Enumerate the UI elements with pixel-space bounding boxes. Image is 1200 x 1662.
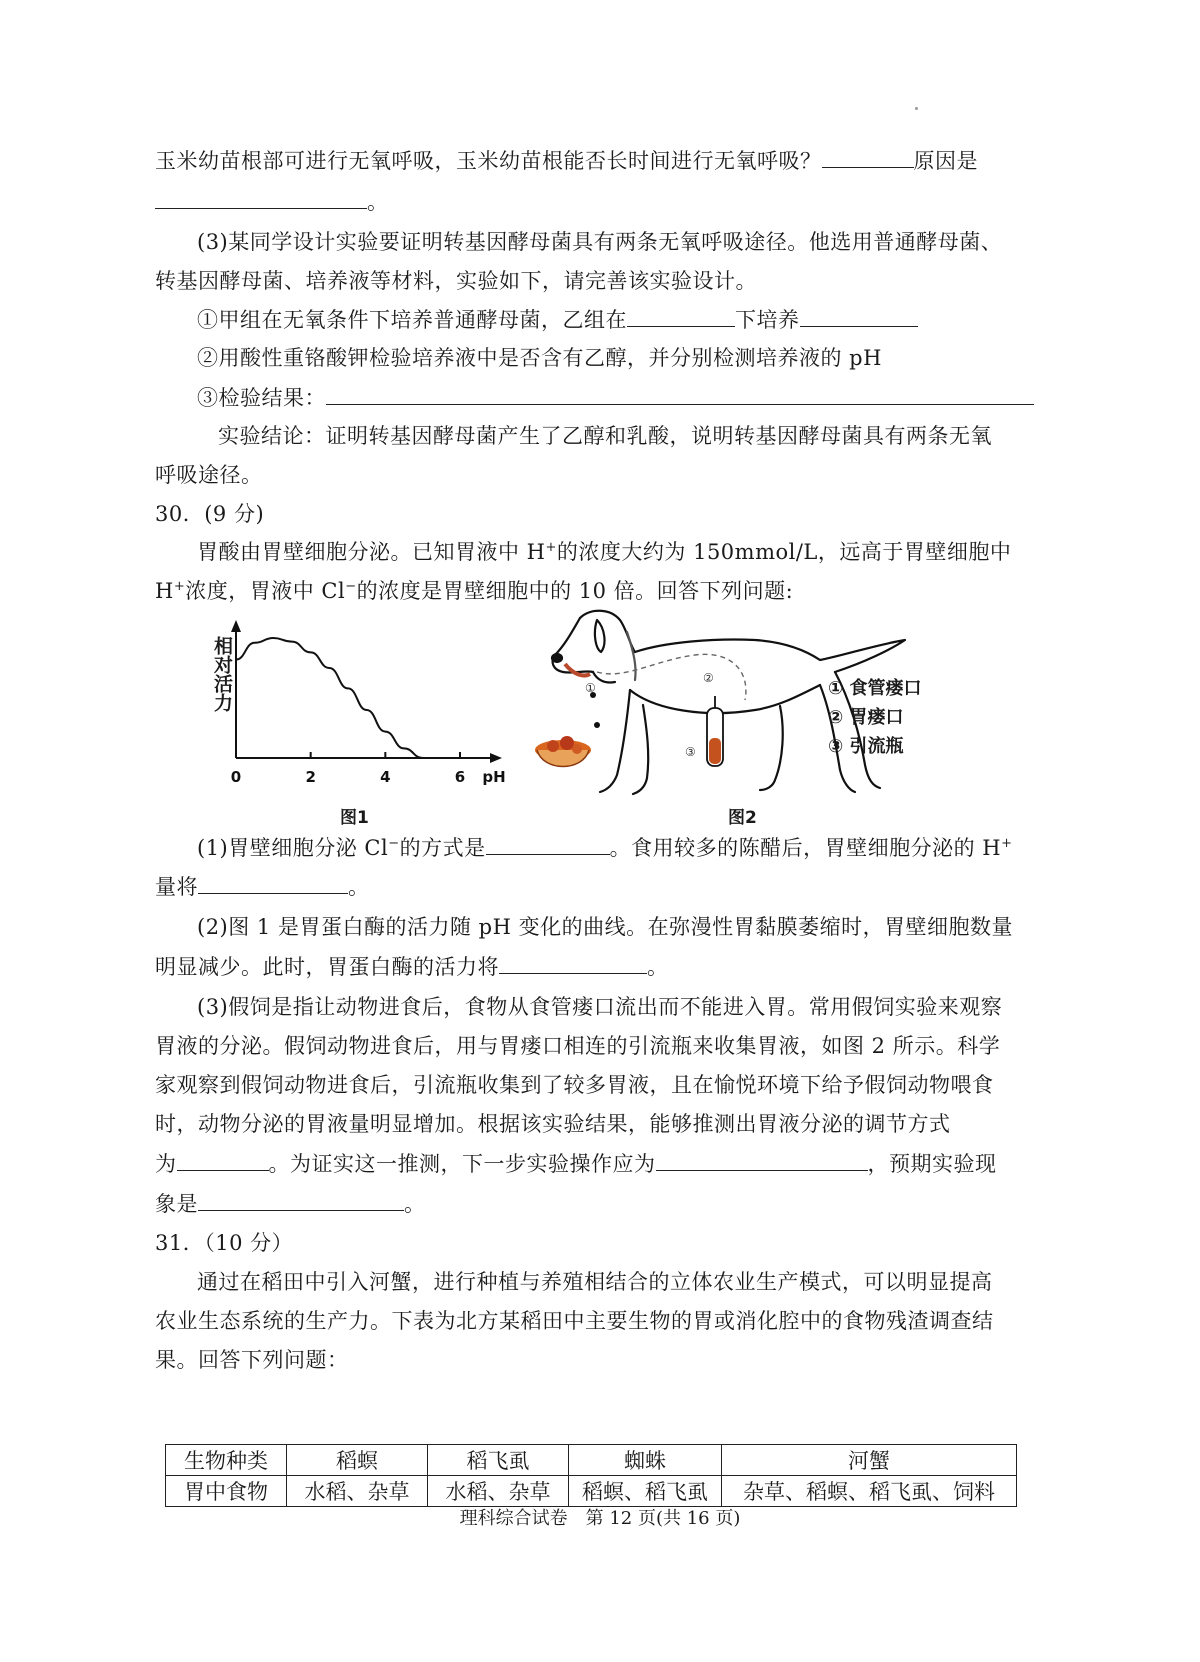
part-1-line-1 xyxy=(197,832,1045,863)
text-line-7 xyxy=(197,382,1045,413)
table-cell: 水稻、杂草 xyxy=(287,1476,428,1507)
table-row xyxy=(166,1476,1017,1507)
text-line-3: (3)某同学设计实验要证明转基因酵母菌具有两条无氧呼吸途径。他选用普通酵母菌、 xyxy=(197,230,1003,254)
text: 下培养 xyxy=(735,308,800,332)
superscript: − xyxy=(345,579,357,594)
legend-gastric-fistula: ② 胃瘘口 xyxy=(828,707,904,728)
superscript: + xyxy=(173,579,186,594)
figure-1-ylabel: 相对活力 xyxy=(211,636,233,712)
text: 。 xyxy=(404,1192,426,1216)
question-30-heading: 30．(9 分) xyxy=(155,502,265,526)
dog-mouth xyxy=(565,664,590,676)
table-cell: 蜘蛛 xyxy=(569,1445,722,1476)
answer-blank[interactable] xyxy=(326,382,1034,405)
text: 的方式是 xyxy=(399,836,486,860)
superscript: + xyxy=(1001,836,1013,851)
table-cell: 稻飞虱 xyxy=(428,1445,569,1476)
text-line-6: ②用酸性重铬酸钾检验培养液中是否含有乙醇，并分别检测培养液的 pH xyxy=(197,346,882,370)
text: ，预期实验现 xyxy=(867,1152,997,1176)
answer-blank[interactable] xyxy=(822,145,914,168)
food-residue-table xyxy=(165,1444,1017,1507)
table-cell: 杂草、稻螟、稻飞虱、饲料 xyxy=(722,1476,1017,1507)
drip xyxy=(594,722,600,728)
text-line-2 xyxy=(155,186,1045,217)
answer-blank[interactable] xyxy=(499,951,647,974)
text: 。为证实这一推测，下一步实验操作应为 xyxy=(268,1152,656,1176)
text-line-5 xyxy=(197,304,1045,335)
scan-speck xyxy=(915,107,918,110)
activity-curve xyxy=(236,638,423,758)
part-1-line-2 xyxy=(155,871,1045,902)
part-4-line-1: 通过在稻田中引入河蟹，进行种植与养殖相结合的立体农业生产模式，可以明显提高 xyxy=(197,1270,993,1294)
text: 明显减少。此时，胃蛋白酶的活力将 xyxy=(155,955,499,979)
text: 玉米幼苗根部可进行无氧呼吸，玉米幼苗根能否长时间进行无氧呼吸？ xyxy=(155,149,822,173)
part-3-line-4: 时，动物分泌的胃液量明显增加。根据该实验结果，能够推测出胃液分泌的调节方式 xyxy=(155,1112,951,1136)
text-line-1 xyxy=(155,145,1045,176)
figure-1-chart xyxy=(200,618,520,793)
table-cell: 稻螟 xyxy=(287,1445,428,1476)
part-4-line-2: 农业生态系统的生产力。下表为北方某稻田中主要生物的胃或消化腔中的食物残渣调查结 xyxy=(155,1309,994,1333)
mark-2: ② xyxy=(703,671,714,685)
answer-blank[interactable] xyxy=(198,1188,404,1211)
x-tick-label: 2 xyxy=(305,768,316,786)
answer-blank[interactable] xyxy=(177,1148,269,1171)
text: 量将 xyxy=(155,875,198,899)
text: 原因是 xyxy=(913,149,978,173)
table-cell: 稻螟、稻飞虱 xyxy=(569,1476,722,1507)
text-line-4: 转基因酵母菌、培养液等材料，实验如下，请完善该实验设计。 xyxy=(155,269,757,293)
part-2-line-2 xyxy=(155,951,1045,982)
text: 。 xyxy=(647,955,669,979)
part-3-line-5 xyxy=(155,1148,1045,1179)
legend-esophageal-fistula: ① 食管瘘口 xyxy=(828,678,922,699)
text: 的浓度是胃壁细胞中的 10 倍。回答下列问题: xyxy=(356,579,794,603)
x-tick-label: 0 xyxy=(230,768,242,786)
text: 。 xyxy=(348,875,370,899)
text: 为 xyxy=(155,1152,177,1176)
answer-blank[interactable] xyxy=(486,832,610,855)
text: 浓度，胃液中 Cl xyxy=(185,579,346,603)
part-3-line-1: (3)假饲是指让动物进食后，食物从食管瘘口流出而不能进入胃。常用假饲实验来观察 xyxy=(197,995,1003,1019)
part-3-line-6 xyxy=(155,1188,1045,1219)
superscript: − xyxy=(388,836,400,851)
table-cell: 胃中食物 xyxy=(166,1476,287,1507)
legend-drainage-bottle: ③ 引流瓶 xyxy=(828,736,904,757)
figure-1-caption: 图1 xyxy=(340,808,369,828)
text: 。食用较多的陈醋后，胃壁细胞分泌的 H xyxy=(609,836,1002,860)
figure-2-caption: 图2 xyxy=(728,808,757,828)
answer-blank[interactable] xyxy=(627,304,735,327)
text-line-8: 实验结论：证明转基因酵母菌产生了乙醇和乳酸，说明转基因酵母菌具有两条无氧 xyxy=(218,424,992,448)
text: 。 xyxy=(367,190,389,214)
answer-blank[interactable] xyxy=(656,1148,868,1171)
answer-blank[interactable] xyxy=(155,186,367,209)
text-line-9: 呼吸途径。 xyxy=(155,463,263,487)
table-cell: 水稻、杂草 xyxy=(428,1476,569,1507)
text: 的浓度大约为 150mmol/L，远高于胃壁细胞中 xyxy=(556,540,1012,564)
text: 胃酸由胃壁细胞分泌。已知胃液中 H xyxy=(197,540,546,564)
answer-blank[interactable] xyxy=(800,304,918,327)
text: (1)胃壁细胞分泌 Cl xyxy=(197,836,389,860)
esophagus-path xyxy=(597,654,746,700)
mark-3: ③ xyxy=(685,745,696,759)
part-3-line-3: 家观察到假饲动物进食后，引流瓶收集到了较多胃液，且在愉悦环境下给予假饲动物喂食 xyxy=(155,1073,994,1097)
mark-1: ① xyxy=(585,681,596,695)
x-tick-label: 4 xyxy=(380,768,391,786)
text: 象是 xyxy=(155,1192,198,1216)
x-tick-label: 6 xyxy=(454,768,466,786)
part-4-line-3: 果。回答下列问题： xyxy=(155,1348,349,1372)
part-2-line-1: (2)图 1 是胃蛋白酶的活力随 pH 变化的曲线。在弥漫性胃黏膜萎缩时，胃壁细胞数量 xyxy=(197,915,1014,939)
text-line-10 xyxy=(197,537,1045,567)
part-3-line-2: 胃液的分泌。假饲动物进食后，用与胃瘘口相连的引流瓶来收集胃液，如图 2 所示。科学 xyxy=(155,1034,1001,1058)
superscript: + xyxy=(545,540,557,555)
text: H xyxy=(155,579,174,603)
table-header-row xyxy=(166,1445,1017,1476)
table-cell: 生物种类 xyxy=(166,1445,287,1476)
page-footer: 理科综合试卷 第 12 页(共 16 页) xyxy=(459,1508,741,1529)
text: ③检验结果： xyxy=(197,386,326,410)
table-cell: 河蟹 xyxy=(722,1445,1017,1476)
text: ①甲组在无氧条件下培养普通酵母菌，乙组在 xyxy=(197,308,627,332)
answer-blank[interactable] xyxy=(198,871,348,894)
x-axis-label: pH xyxy=(482,768,506,786)
question-31-heading: 31．（10 分） xyxy=(155,1231,294,1255)
